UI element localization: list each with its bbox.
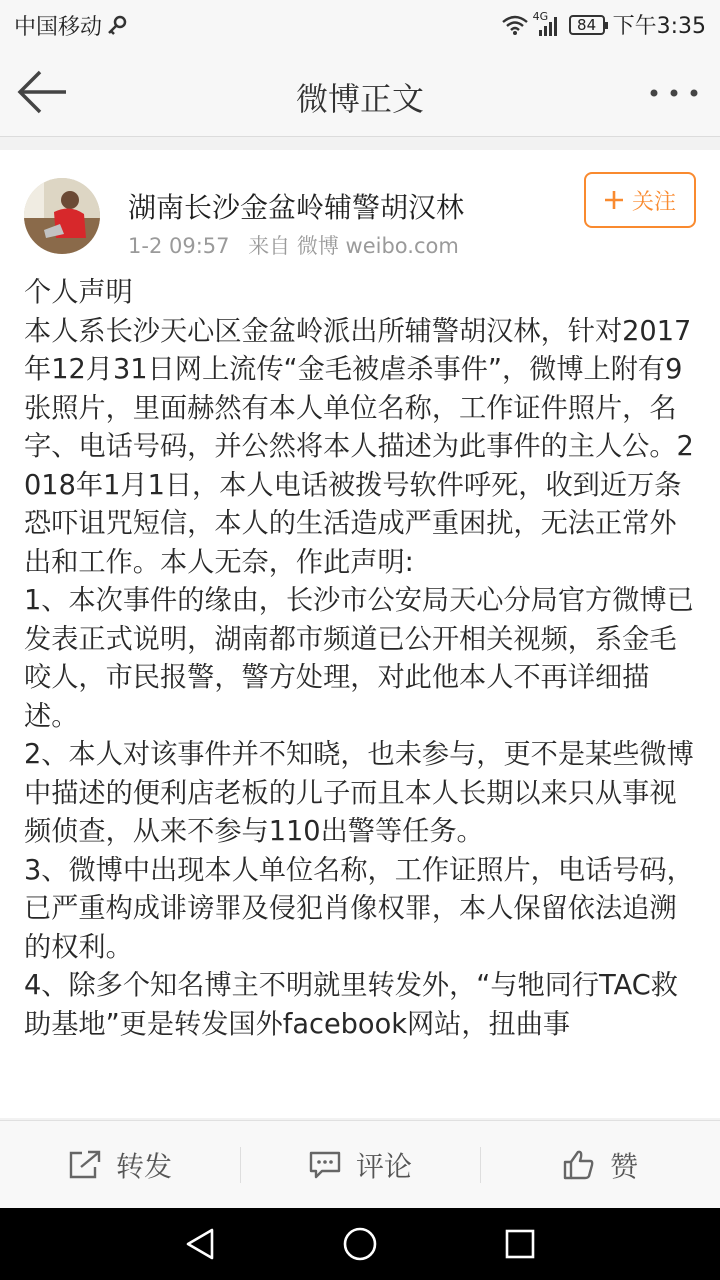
more-button[interactable] <box>644 78 704 108</box>
like-icon <box>562 1149 596 1181</box>
system-recents-icon <box>502 1226 538 1262</box>
network-label: 4G <box>532 9 549 23</box>
system-nav-bar <box>0 1208 720 1280</box>
post-timestamp: 1-2 09:57 <box>128 234 230 258</box>
carrier-label: 中国移动 <box>14 15 103 40</box>
post-card <box>0 150 720 1118</box>
comment-icon <box>308 1150 342 1180</box>
battery-level: 84 <box>577 15 597 34</box>
more-icon <box>644 78 704 108</box>
follow-label: 关注 <box>631 189 676 215</box>
system-home-button[interactable] <box>342 1226 378 1262</box>
battery-icon <box>569 15 605 35</box>
repost-button[interactable] <box>0 1121 240 1209</box>
system-recents-button[interactable] <box>502 1226 538 1262</box>
system-home-icon <box>342 1226 378 1262</box>
repost-icon <box>68 1150 102 1180</box>
comment-label: 评论 <box>355 1150 412 1183</box>
status-bar <box>0 0 720 48</box>
post-source: 来自 微博 weibo.com <box>248 234 459 258</box>
like-label: 赞 <box>609 1150 638 1183</box>
post-body: 个人声明 本人系长沙天心区金盆岭派出所辅警胡汉林，针对2017年12月31日网上流传“金毛被虐杀事件”，微博上附有9张照片，里面赫然有本人单位名称，工作证件照片，名字、电话号码，并公然将本人描述为此事件的主人公。2018年1月1日，本人电话被拨号软件呼死，收到近万条恐吓诅咒短信，本人的生活造成严重困扰，无法正常外出和工作。本人无奈，作此声明: 1、本次事件的缘由，长沙市公安局天心分局官方微博已发表正式说明，湖南都市频道已公开相关视频，系金毛咬人，市民报警，警方处理，对此他本人不再详细描述。 2、本人对该事件并不知晓，也未参与，更不是某些微博中描述的便利店老板的儿子而且本人长期以来只从事视频侦查，从来不参与110出警等任务。 3、微博中出现本人单位名称，工作证照片，电话号码，已严重构成诽谤罪及侵犯肖像权罪，本人保留依法追溯的权利。 4、除多个知名博主不明就里转发外，“与牠同行TAC救助基地”更是转发国外facebook网站，扭曲事 <box>24 277 694 1040</box>
signal-icon <box>532 9 561 36</box>
wifi-icon <box>501 14 529 36</box>
action-bar <box>0 1120 720 1209</box>
follow-button[interactable] <box>584 172 696 228</box>
system-back-button[interactable] <box>182 1226 218 1262</box>
nav-bar <box>0 48 720 137</box>
post-meta <box>128 230 471 260</box>
comment-button[interactable] <box>240 1121 480 1209</box>
clock: 下午3:35 <box>612 14 706 39</box>
plus-icon <box>604 190 624 210</box>
system-back-icon <box>182 1226 218 1262</box>
repost-label: 转发 <box>115 1150 172 1183</box>
page-title: 微博正文 <box>295 80 424 118</box>
status-right <box>501 9 706 40</box>
avatar[interactable] <box>24 178 100 254</box>
author-name[interactable]: 湖南长沙金盆岭辅警胡汉林 <box>128 191 465 224</box>
status-left <box>14 10 128 41</box>
like-button[interactable] <box>480 1121 720 1209</box>
key-icon <box>106 15 128 37</box>
